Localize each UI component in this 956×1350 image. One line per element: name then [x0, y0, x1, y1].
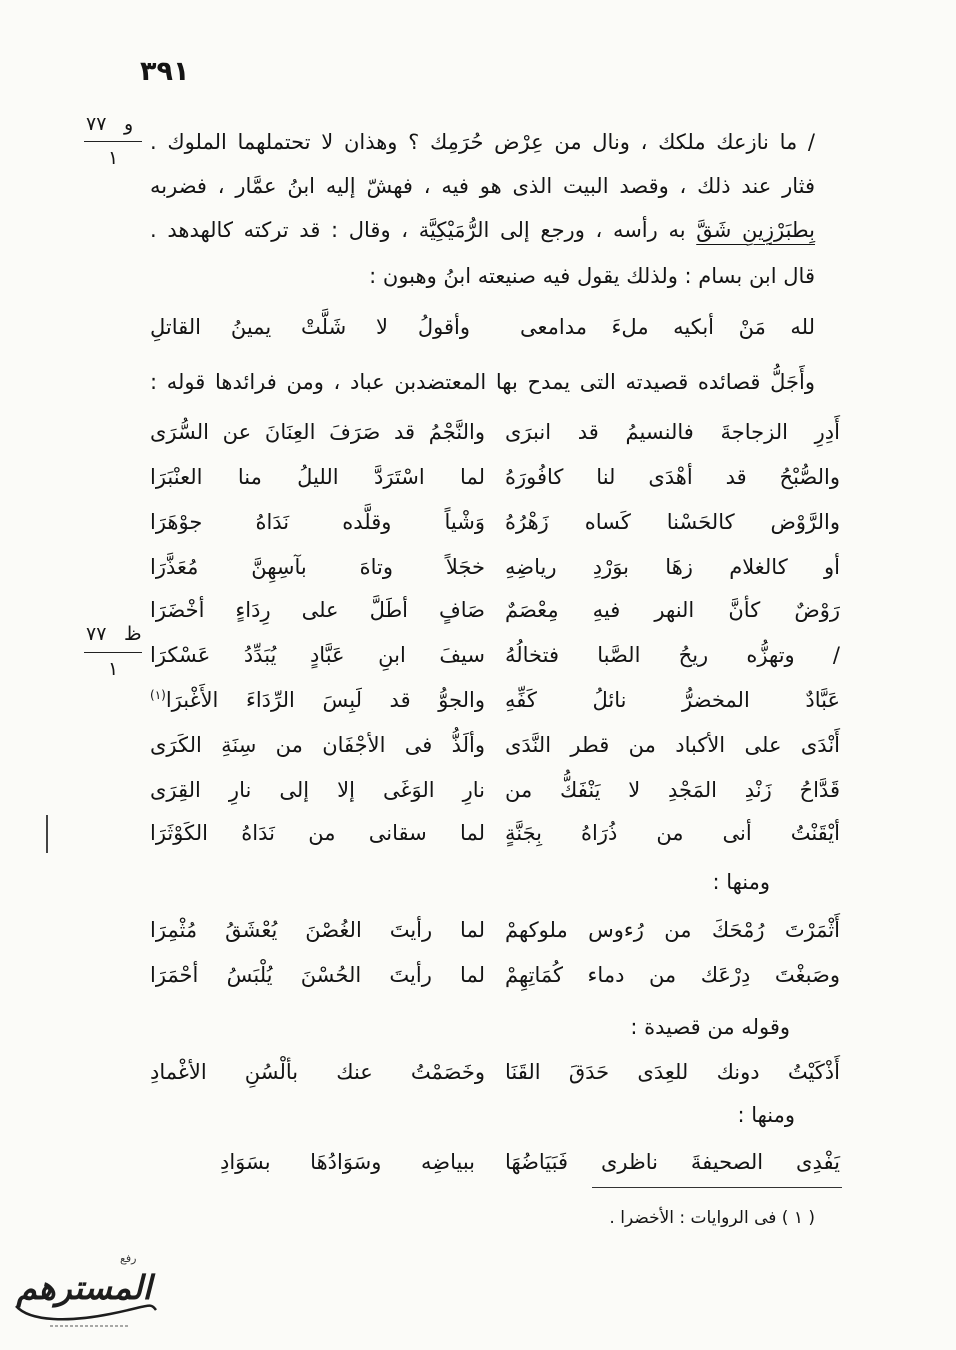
section-heading: وقوله من قصيدة :: [630, 1015, 790, 1039]
second-hemistich: لما رأيتَ الغُصْنَ يُعْشَقُ مُثْمِرَا: [150, 918, 485, 942]
margin-note-side: ظ: [124, 623, 142, 645]
poem-couplet: [0, 680, 956, 720]
second-hemistich: صَافٍ أطَلَّ على رِدَاءٍ أخْضَرَا: [150, 598, 485, 622]
footnote-reference: (١): [150, 688, 166, 702]
second-hemistich: والنَّجْمُ قد صَرَفَ العِنَانَ عن السُّرَى: [150, 420, 485, 444]
second-hemistich: لما رأيتَ الحُسْنَ يُلْبَسُ أحْمَرَا: [150, 963, 485, 987]
prose-line-1: / ما نازعك ملكك ، ونال من عِرْض حُرَمِك ؟ وهذان لا تحتملهما الملوك .: [150, 130, 815, 154]
watermark-small-text: رفع: [120, 1252, 137, 1265]
watermark-text: المسترهم: [16, 1268, 152, 1307]
prose-line-3: [150, 210, 815, 250]
section-heading: ومنها :: [712, 870, 770, 894]
poem-couplet: [0, 635, 956, 675]
second-hemistich: نارِ الوَغَى إلا إلى نارِ القِرَى: [150, 778, 485, 802]
prose-line-2: فثار عند ذلك ، وقصد البيت الذى هو فيه ، فهشّ إليه ابنُ عمَّار ، فضربه: [150, 174, 815, 198]
margin-mark: [46, 815, 48, 853]
margin-note-denominator: ١: [108, 658, 119, 680]
first-hemistich: أَدِرِ الزجاجةَ فالنسيمُ قد انبرَى: [505, 420, 840, 444]
second-hemistich: وأقولُ لا شَلَّتْ يمينُ القاتلِ: [150, 315, 470, 339]
first-hemistich: والرَّوْض كالحَسْنا كَساه زَهْرُهُ: [505, 510, 840, 534]
prose-line-4: قال ابن بسام : ولذلك يقول فيه صنيعته ابنُ وهبون :: [369, 264, 815, 288]
poem-intro: وأَجَلُّ قصائده قصيدته التى يمدح بها المعتضدبن عباد ، ومن فرائدها قوله :: [150, 370, 815, 394]
page-number: ٣٩١: [140, 56, 190, 87]
poem-couplet: [0, 910, 956, 950]
first-hemistich: يَفْدِى الصحيفةَ ناظرى فَبَيَاضُهَا: [505, 1150, 840, 1174]
poem-couplet: [0, 955, 956, 995]
second-hemistich: لما سقانى من نَدَاهُ الكَوْثَرَا: [150, 821, 485, 845]
second-hemistich-text: والجوُّ قد لَبِسَ الرِّدَاءَ الأَغْبرَا: [165, 688, 485, 712]
watermark-logo: [10, 1252, 160, 1332]
poem-couplet: [0, 725, 956, 765]
first-hemistich: أَثْمَرْتَ رُمْحَكَ من رُءوس ملوكهمْ: [505, 918, 840, 942]
poem-couplet: [0, 502, 956, 542]
first-hemistich: عَبَّادٌ المخضرُّ نائلُ كَفِّهِ: [505, 688, 840, 712]
poem-couplet: [0, 770, 956, 810]
verse-couplet: [0, 307, 956, 347]
section-heading: ومنها :: [737, 1103, 795, 1127]
poem-couplet: [0, 1052, 956, 1092]
second-hemistich: لما اسْتَرَدَّ الليلُ منا العنْبَرَا: [150, 465, 485, 489]
first-hemistich: والصُّبْحُ قد أهْدَى لنا كافُورَهُ: [505, 465, 840, 489]
margin-note-denominator: ١: [108, 147, 119, 169]
first-hemistich: لله مَنْ أبكيه ملءَ مدامعى: [520, 315, 815, 339]
underlined-term: بِطبَرْزِينِ شَقَّ: [696, 218, 815, 242]
poem-couplet: [0, 590, 956, 630]
second-hemistich: ببياضِه وسَوَادُهَا بسَوَادِ: [220, 1150, 475, 1174]
second-hemistich: خجَلاً وتاهَ بآسِهِنَّ مُعَذَّرَا: [150, 555, 485, 579]
footnote: ( ١ ) فى الروايات : الأخضرا .: [609, 1208, 815, 1228]
margin-note-side: و: [124, 113, 134, 135]
second-hemistich: وخَصَمْتُ عنك بألْسُنِ الأغْمادِ: [150, 1060, 485, 1084]
second-hemistich: وَشْياً وقلَّده نَدَاهُ جوْهَرَا: [150, 510, 485, 534]
watermark-flourish: [10, 1292, 160, 1332]
first-hemistich: وصَبغْتَ دِرْعَك من دماء كُمَاتِهِمْ: [505, 963, 840, 987]
first-hemistich: أيْقَنْتُ أنى من ذُرَاهُ بِجَنَّةٍ: [505, 821, 840, 845]
margin-note-rule: [84, 141, 142, 142]
first-hemistich: أو كالغلام زهَا بوَرْدِ رياضِهِ: [505, 555, 840, 579]
margin-note-number: ٧٧: [86, 113, 107, 135]
first-hemistich: أَنْدَى على الأكباد من قطر النَّدَى: [505, 733, 840, 757]
second-hemistich: [150, 680, 485, 720]
second-hemistich: سيفَ ابنِ عَبَّادٍ يُبَدِّدُ عَسْكرَا: [150, 643, 485, 667]
footnote-separator: [592, 1187, 842, 1188]
first-hemistich: قَدَّاحُ زَنْدِ المَجْدِ لا يَنْفَكُّ من: [505, 778, 840, 802]
poem-couplet: [0, 547, 956, 587]
first-hemistich: رَوْضٌ كأنَّ النهر فيهِ مِعْصَمٌ: [505, 598, 840, 622]
poem-couplet: [0, 813, 956, 853]
poem-couplet: [0, 412, 956, 452]
prose-line-3-rest: به رأسه ، ورجع إلى الرُّمَيْكِيَّة ، وقال : قد تركته كالهدهد .: [150, 218, 686, 242]
margin-note-number: ٧٧: [86, 623, 107, 645]
poem-couplet: [0, 457, 956, 497]
second-hemistich: وألَذُّ فى الأجْفَان من سِنَةِ الكَرَى: [150, 733, 485, 757]
poem-couplet: [0, 1142, 956, 1182]
first-hemistich: / وتهزُّه ريحُ الصَّبا فتخالُهُ: [505, 643, 840, 667]
first-hemistich: أَذْكَيْتُ دونك للعِدَى حَدَقَ القَنَا: [505, 1060, 840, 1084]
